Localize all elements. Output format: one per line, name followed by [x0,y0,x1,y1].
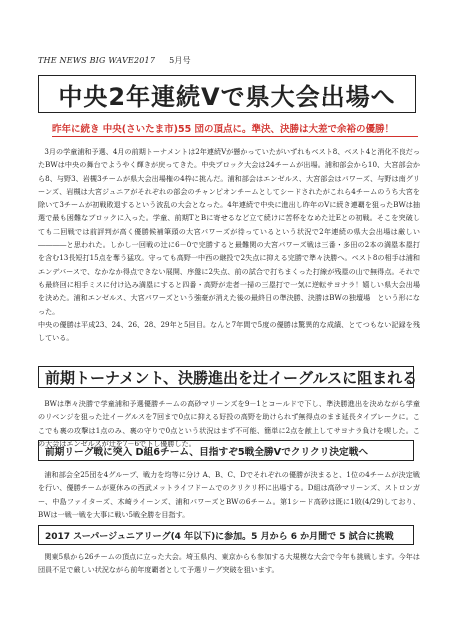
article-intro-text: 3月の学童浦和予選、4月の前期トーナメントは2年連続Vが懸かっていたがいずれもベスト8、ベスト4と消化不良だったBWは中央の舞台でようやく輝きが戻ってきた。中央ブロック大会は24チームが出場。浦和部会から10、大宮部会から8、与野3、岩槻3チームが県大会出場権の4枠に挑んだ。浦和部会はエンゼルス、大宮部会はパワーズ、与野は南グリーンズ、岩槻は大宮ジュニアがそれぞれの部会のチャンピオンチームとしてシードされたがこれら4チームのうち大宮を除いて3チームが初戦敗退するという波乱の大会となった。4年連続で中央に進出し昨年のVに続き連覇を狙ったBWは抽選で最も困難なブロックに入った。学童、前期TとBに寄せるなど立て続けに苦杯をなめた辻Eとの初戦。そこを突破しても二回戦では前評判が高く優勝候補筆頭の大宮パワーズが待っているという状況で2年連続の県大会出場は厳しい――――と思われた。しかし一回戦の辻に6－0で完勝すると最難関の大宮パワーズ戦は三番・多田の2本の満塁本塁打を含む13長短打15点を奪う猛攻。守っても高野一中西の継投で2失点に抑える完勝で準々決勝へ。ベスト8の相手は浦和エンデバースで、なかなか得点できない展開、序盤に2失点、前の試合で打ちまくった打線が残塁の山で無得点。それでも最終回に相手ミスに付け込み満塁にすると四番・高野が走者一掃の三塁打で一気に逆転サヨナラ！嬉しい県大会出場を決めた。浦和エンゼルス、大宮パワーズという強豪が消えた後の最終日の準決勝、決勝はBWの独壇場 という形になった。 [38,147,420,316]
section-body-spring-tournament: BWは準々決勝で学童浦和予選優勝チームの高砂マリーンズを9－1とコールドで下し、準決勝進出を決めながら学童のリベンジを狙った辻イーグルスを7回まで0点に抑える好投の高野を助けられず無得点のまま延長タイブレークに。ここでも裏の攻撃は1点のみ、裏の守りで0点という状況はまず不可能、簡単に2点を献上してサヨナラ負けを喫した。この大会はエンゼルスが辻を7－6で下し優勝した。 [38,399,420,448]
section-heading-spring-tournament: 前期トーナメント、決勝進出を辻イーグルスに阻まれる [38,366,414,388]
main-headline: 中央2年連続Vで県大会出場へ [38,75,416,113]
article-summary-text: 中央の優勝は平成23、24、26、28、29年と5回目。なんと7年間で5度の優勝は驚異的な成績、とてつもない記録を残している。 [38,319,420,343]
headline-subtitle: 昨年に続き 中央(さいたま市)55 団の頂点に。準決、決勝は大差で余裕の優勝！ [52,121,418,137]
section-heading-junior-league: 2017 スーパージュニアリーグ(4 年以下)に参加。5 月から 6 か月間で 5 試合に挑戦 [38,525,414,545]
section-body-league: 浦和部会全25団を4グループ、戦力を均等に分け A、B、C、Dでそれぞれの優勝が決まると、1位の4チームが決定戦を行い、優勝チームが夏休みの西武メットライフドームでのクリクリ杯に出場する。D組は高砂マリーンズ、ストロンガー、中島ファイターズ、木崎ライーンズ、浦和パワーズとBWの6チーム。第1シード高砂は既に1敗(4/29)しており、BWは一戦一戦を大事に戦い5戦全勝を目指す。 [38,470,420,519]
newsletter-header [38,55,191,66]
section-heading-league: 前期リーグ戦に突入 D組6チーム、目指すぞ5戦全勝Vでクリクリ決定戦へ [38,440,414,461]
article-intro [38,145,420,344]
publication-name: THE NEWS BIG WAVE2017 [38,56,156,65]
section-body-junior-league: 関東5県から26チームの頂点に立った大会。埼玉県内、東京からも参加する大規模な大会で今年も挑戦します。今年は団員不足で厳しい状況ながら前年度覇者として予選リーグ突破を狙います。 [38,552,420,575]
issue-month: 5月号 [169,56,191,65]
